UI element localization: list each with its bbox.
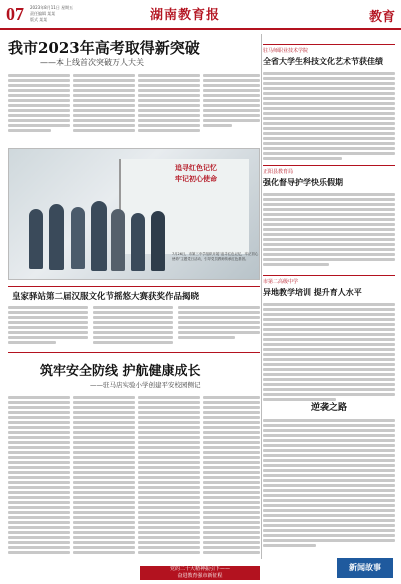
lead-subhead: ——本上线首次突破万人大关 [40, 58, 144, 67]
banner-line: 党的二十大精神振引下—— [169, 566, 230, 572]
news-story-tag: 新闻故事 [337, 558, 393, 578]
right-story-body [263, 70, 395, 162]
newspaper-logo: 湖南教育报 [150, 8, 221, 23]
right-story-title: 全省大学生科技文化艺术节获佳绩 [263, 57, 383, 66]
story3-body-column [203, 394, 260, 558]
story2-headline: 皇家驿站第二届汉服文化节摇悠大赛获奖作品揭晓 [12, 292, 200, 302]
lead-body-column [8, 72, 70, 144]
photo-person [49, 204, 64, 270]
right-story-title: 逆袭之路 [310, 403, 347, 413]
right-story-1 [263, 44, 395, 162]
right-story-4 [263, 398, 395, 567]
divider [8, 352, 260, 353]
story3-body-column [73, 394, 135, 558]
story2-body-column [93, 304, 173, 349]
story2-body-column [8, 304, 88, 349]
story3-body-column [138, 394, 200, 558]
masthead-info-line: 2023年8月11日 星期五 [30, 5, 74, 10]
photo-person [29, 209, 43, 269]
section-title: 教育 [368, 10, 395, 25]
right-story-body [263, 417, 395, 567]
column-divider [261, 34, 262, 559]
right-story-body [263, 301, 395, 409]
lead-body-column [138, 72, 200, 144]
photo-wall-title-line: 追寻红色记忆 [175, 164, 217, 172]
story3-subhead: ——驻马店实验小学创建平安校园侧记 [90, 381, 201, 389]
masthead [0, 0, 401, 30]
masthead-info [30, 5, 73, 23]
photo-wall-title-line: 牢记初心使命 [175, 175, 217, 183]
right-story-kicker: 正阳县教育局 [263, 169, 294, 175]
right-story-2 [263, 165, 395, 271]
lead-headline: 我市2023年高考取得新突破 [8, 39, 200, 57]
photo-person [71, 207, 85, 269]
story3-headline: 筑牢安全防线 护航健康成长 [40, 364, 201, 379]
photo-person [91, 201, 107, 271]
photo-wall-title [175, 163, 245, 185]
masthead-info-line: 责任编辑 某某 [30, 11, 56, 16]
right-story-kicker: 市第二高级中学 [263, 279, 299, 285]
right-story-title: 强化督导护学快乐假期 [263, 178, 343, 187]
lead-body-column [203, 72, 260, 144]
slogan-banner [140, 566, 260, 580]
story3-body-column [8, 394, 70, 558]
page-number: 07 [6, 4, 24, 24]
right-story-title: 异地教学培训 提升育人水平 [263, 288, 362, 297]
lead-body-column [73, 72, 135, 144]
photo-person [131, 213, 145, 271]
masthead-info-line: 版式 某某 [30, 17, 48, 22]
photo-caption: 7月26日，市第三中学组织开展“追寻红色记忆，牢记初心使命”主题党日活动，引导党员教师传承红色基因。 [172, 252, 259, 261]
photo-person [151, 211, 165, 271]
divider [8, 286, 260, 287]
banner-line: 奋进教育强市新征程 [177, 573, 223, 579]
right-story-body [263, 191, 395, 271]
right-story-3 [263, 275, 395, 409]
right-story-kicker: 驻马师职业技术学院 [263, 48, 309, 54]
photo-person [111, 209, 125, 271]
story2-body-column [178, 304, 260, 349]
